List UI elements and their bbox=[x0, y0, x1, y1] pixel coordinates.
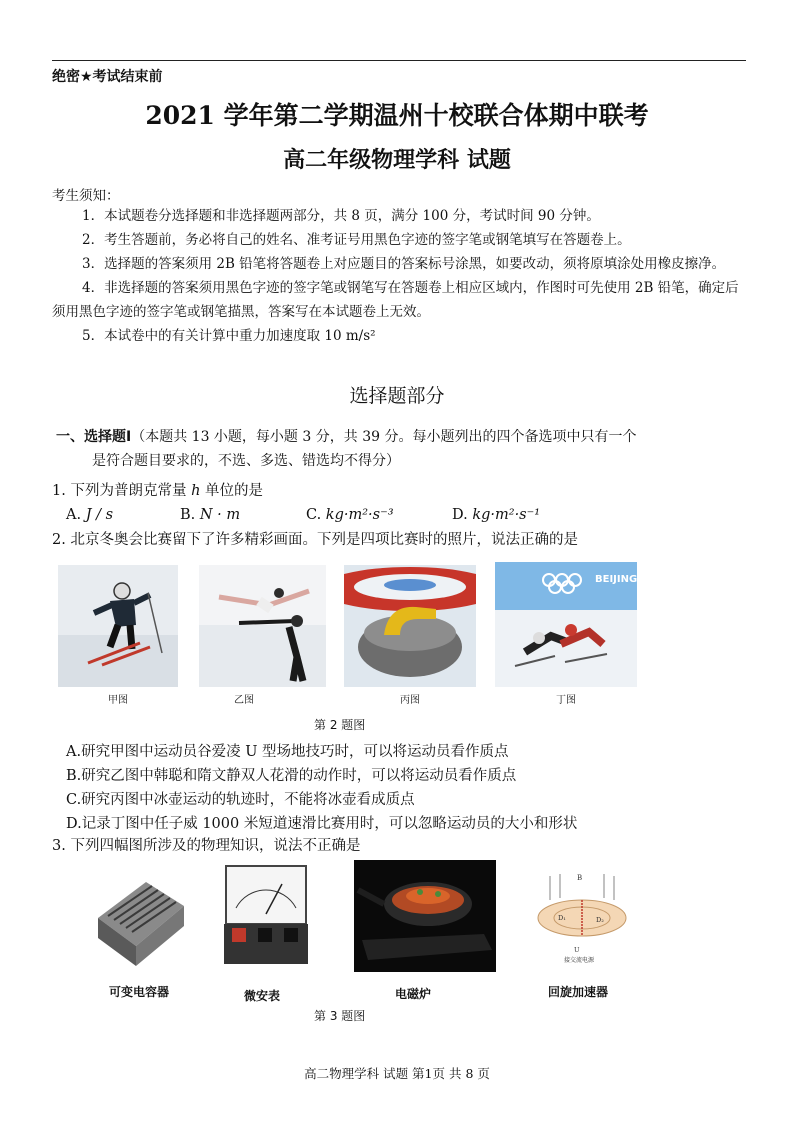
caption-microammeter: 微安表 bbox=[243, 989, 280, 1003]
notice-heading: 考生须知： bbox=[52, 188, 120, 204]
notice-item-3: 3．选择题的答案须用 2B 铅笔将答题卷上对应题目的答案标号涂黑，如要改动，须将原填涂处用橡皮擦净。 bbox=[82, 256, 726, 272]
q1-option-a: A. J / s bbox=[66, 507, 114, 523]
q1-option-d: D. kg·m²·s⁻¹ bbox=[452, 507, 541, 523]
part1-desc-1: （本题共 13 小题，每小题 3 分，共 39 分。每小题列出的四个备选项中只有一个 bbox=[131, 429, 637, 445]
q2-option-c: C.研究丙图中冰壶运动的轨迹时，不能将冰壶看成质点 bbox=[66, 792, 415, 808]
top-rule bbox=[52, 60, 746, 61]
cyclotron-d2-label: D₂ bbox=[596, 916, 604, 924]
part1-heading: 一、选择题Ⅰ bbox=[56, 429, 132, 445]
cyclotron-u-label: U bbox=[574, 946, 580, 954]
section-title: 选择题部分 bbox=[349, 385, 445, 407]
question-1-stem bbox=[52, 480, 752, 502]
caption-variable-capacitor: 可变电容器 bbox=[108, 985, 169, 999]
q1-option-b: B. N · m bbox=[180, 507, 241, 523]
q2-option-d: D.记录丁图中任子威 1000 米短道速滑比赛用时，可以忽略运动员的大小和形状 bbox=[66, 816, 578, 832]
photo-pair-skating bbox=[199, 565, 326, 687]
q2-option-a: A.研究甲图中运动员谷爱凌 U 型场地技巧时，可以将运动员看作质点 bbox=[66, 744, 509, 760]
figure-3-caption: 第 3 题图 bbox=[314, 1009, 366, 1023]
image-induction-cooker bbox=[354, 860, 496, 972]
confidential-label: 绝密★考试结束前 bbox=[52, 69, 163, 85]
exam-subtitle: 高二年级物理学科 试题 bbox=[283, 147, 511, 173]
caption-induction-cooker: 电磁炉 bbox=[394, 987, 431, 1001]
part1-instructions bbox=[56, 425, 746, 473]
figure-2-caption: 第 2 题图 bbox=[314, 718, 366, 732]
caption-ding: 丁图 bbox=[556, 695, 576, 706]
q1-option-c: C. kg·m²·s⁻³ bbox=[306, 507, 394, 523]
q2-option-b: B.研究乙图中韩聪和隋文静双人花滑的动作时，可以将运动员看作质点 bbox=[66, 768, 517, 784]
question-2-stem: 2. 北京冬奥会比赛留下了许多精彩画面。下列是四项比赛时的照片，说法正确的是 bbox=[52, 532, 578, 548]
image-variable-capacitor bbox=[84, 862, 194, 972]
notice-item-2: 2．考生答题前，务必将自己的姓名、准考证号用黑色字迹的签字笔或钢笔填写在答题卷上。 bbox=[82, 232, 631, 248]
caption-jia: 甲图 bbox=[108, 695, 128, 706]
image-microammeter bbox=[220, 862, 312, 974]
question-3-stem: 3. 下列四幅图所涉及的物理知识，说法不正确是 bbox=[52, 838, 361, 854]
image-cyclotron bbox=[530, 870, 630, 970]
photo-short-track bbox=[495, 562, 637, 687]
caption-cyclotron: 回旋加速器 bbox=[547, 985, 608, 999]
photo-curling-stone bbox=[344, 565, 476, 687]
q1-variable: h bbox=[191, 483, 201, 499]
notice-list bbox=[52, 204, 742, 348]
cyclotron-ac-label: 接交流电源 bbox=[564, 957, 595, 964]
notice-item-4: 4．非选择题的答案须用黑色字迹的签字笔或钢笔写在答题卷上相应区域内，作图时可先使用 2B 铅笔，确定后须用黑色字迹的签字笔或钢笔描黑，答案写在本试题卷上无效。 bbox=[52, 280, 739, 320]
beijing-text: BEIJING bbox=[595, 574, 637, 585]
q1-stem-pre: 1. 下列为普朗克常量 bbox=[52, 483, 192, 499]
caption-bing: 丙图 bbox=[400, 695, 420, 706]
cyclotron-b-label: B bbox=[577, 874, 583, 882]
q2-options bbox=[66, 740, 746, 836]
exam-title: 2021 学年第二学期温州十校联合体期中联考 bbox=[145, 101, 649, 130]
cyclotron-d1-label: D₁ bbox=[558, 914, 566, 922]
page-footer: 高二物理学科 试题 第1页 共 8 页 bbox=[304, 1066, 490, 1081]
photo-skier bbox=[58, 565, 178, 687]
q1-stem-post: 单位的是 bbox=[200, 483, 264, 499]
caption-yi: 乙图 bbox=[234, 695, 254, 706]
notice-item-5: 5．本试卷中的有关计算中重力加速度取 10 m/s² bbox=[82, 328, 376, 344]
part1-desc-2: 是符合题目要求的，不选、多选、错选均不得分） bbox=[92, 453, 400, 469]
notice-item-1: 1．本试题卷分选择题和非选择题两部分，共 8 页，满分 100 分，考试时间 90 分钟。 bbox=[82, 208, 600, 224]
